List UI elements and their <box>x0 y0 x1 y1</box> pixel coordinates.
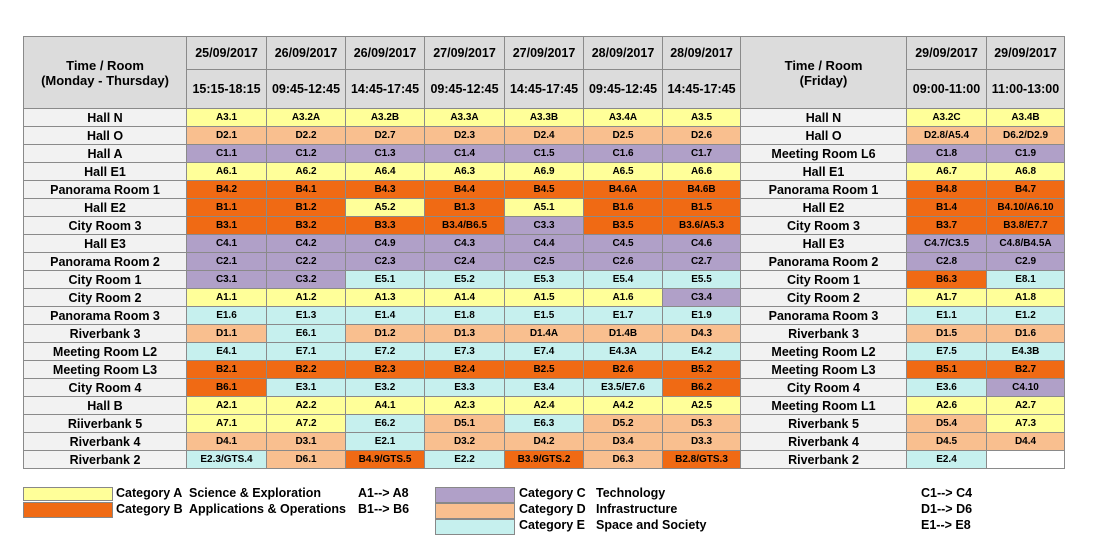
session-cell: E6.2 <box>346 415 425 433</box>
schedule-row <box>24 433 1065 451</box>
session-cell: A6.1 <box>187 163 267 181</box>
session-cell: D3.3 <box>663 433 741 451</box>
schedule-row <box>24 361 1065 379</box>
legend-category-c-label: Category C <box>519 486 586 500</box>
session-cell: E1.3 <box>267 307 346 325</box>
session-cell-friday: B3.7 <box>907 217 987 235</box>
schedule-row <box>24 181 1065 199</box>
session-cell: E3.2 <box>346 379 425 397</box>
room-name-cell-friday: Meeting Room L3 <box>741 361 907 379</box>
room-name-cell: Hall A <box>24 145 187 163</box>
schedule-row <box>24 307 1065 325</box>
session-cell: A3.4A <box>584 109 663 127</box>
session-cell: B3.4/B6.5 <box>425 217 505 235</box>
room-name-cell-friday: Riverbank 2 <box>741 451 907 469</box>
legend-category-c-desc: Technology <box>596 486 666 500</box>
session-cell: A1.2 <box>267 289 346 307</box>
session-cell: D1.1 <box>187 325 267 343</box>
header-date-cell: 26/09/2017 <box>267 37 346 70</box>
room-name-cell-friday: Hall E2 <box>741 199 907 217</box>
session-cell: D2.1 <box>187 127 267 145</box>
session-cell-friday: A6.7 <box>907 163 987 181</box>
time-room-header-mon-thu-label: Time / Room (Monday - Thursday) <box>41 57 169 88</box>
session-cell-friday: C1.8 <box>907 145 987 163</box>
header-date-cell: 29/09/2017 <box>987 37 1065 70</box>
session-cell: A3.2A <box>267 109 346 127</box>
schedule-row <box>24 109 1065 127</box>
room-name-cell: Panorama Room 3 <box>24 307 187 325</box>
session-cell: C1.2 <box>267 145 346 163</box>
header-time-cell: 14:45-17:45 <box>505 70 584 109</box>
session-cell-friday: D4.5 <box>907 433 987 451</box>
session-cell: B4.1 <box>267 181 346 199</box>
session-cell: E1.6 <box>187 307 267 325</box>
time-room-header-friday-label: Time / Room (Friday) <box>784 57 863 88</box>
legend-category-b-label: Category B <box>116 502 183 516</box>
session-cell: A5.2 <box>346 199 425 217</box>
room-name-cell: Riverbank 3 <box>24 325 187 343</box>
session-cell: A7.2 <box>267 415 346 433</box>
session-cell: C2.5 <box>505 253 584 271</box>
room-name-cell-friday: City Room 2 <box>741 289 907 307</box>
room-name-cell-friday: City Room 1 <box>741 271 907 289</box>
session-cell-friday: C2.9 <box>987 253 1065 271</box>
session-cell-friday: B4.8 <box>907 181 987 199</box>
legend-category-d-range: D1--> D6 <box>921 502 973 516</box>
room-name-cell: Hall E1 <box>24 163 187 181</box>
session-cell: A2.5 <box>663 397 741 415</box>
session-cell: C1.3 <box>346 145 425 163</box>
session-cell: C4.9 <box>346 235 425 253</box>
session-cell: B3.3 <box>346 217 425 235</box>
session-cell-friday: E7.5 <box>907 343 987 361</box>
session-cell: E5.1 <box>346 271 425 289</box>
session-cell: A4.1 <box>346 397 425 415</box>
schedule-row <box>24 217 1065 235</box>
session-cell-friday: A1.8 <box>987 289 1065 307</box>
session-cell: D4.3 <box>663 325 741 343</box>
room-name-cell-friday: Hall O <box>741 127 907 145</box>
session-cell: C2.7 <box>663 253 741 271</box>
session-cell-friday: B6.3 <box>907 271 987 289</box>
header-date-cell: 26/09/2017 <box>346 37 425 70</box>
session-cell: E7.4 <box>505 343 584 361</box>
legend-category-e-range: E1--> E8 <box>921 518 971 532</box>
session-cell: A6.3 <box>425 163 505 181</box>
session-cell: A3.2B <box>346 109 425 127</box>
session-cell: D5.3 <box>663 415 741 433</box>
session-cell-friday: D6.2/D2.9 <box>987 127 1065 145</box>
session-cell: E2.3/GTS.4 <box>187 451 267 469</box>
session-cell: E4.2 <box>663 343 741 361</box>
session-cell: A6.5 <box>584 163 663 181</box>
session-cell: A1.5 <box>505 289 584 307</box>
session-cell: C2.6 <box>584 253 663 271</box>
session-cell: E5.5 <box>663 271 741 289</box>
legend-swatch-d <box>435 503 515 519</box>
session-cell-friday: C2.8 <box>907 253 987 271</box>
room-name-cell-friday: Riverbank 5 <box>741 415 907 433</box>
schedule-row <box>24 235 1065 253</box>
session-cell: E1.7 <box>584 307 663 325</box>
schedule-row <box>24 145 1065 163</box>
session-cell-friday: E1.1 <box>907 307 987 325</box>
legend-swatch-a <box>23 487 113 501</box>
session-cell: C2.2 <box>267 253 346 271</box>
session-cell: D4.2 <box>505 433 584 451</box>
session-cell: A6.6 <box>663 163 741 181</box>
header-time-cell: 14:45-17:45 <box>346 70 425 109</box>
room-name-cell-friday: Hall N <box>741 109 907 127</box>
session-cell: A6.4 <box>346 163 425 181</box>
session-cell: E3.1 <box>267 379 346 397</box>
session-cell: E6.3 <box>505 415 584 433</box>
session-cell: D3.1 <box>267 433 346 451</box>
session-cell: D3.4 <box>584 433 663 451</box>
session-cell: A2.4 <box>505 397 584 415</box>
room-name-cell-friday: Riverbank 3 <box>741 325 907 343</box>
session-cell: A4.2 <box>584 397 663 415</box>
session-cell: A5.1 <box>505 199 584 217</box>
room-name-cell: Riiverbank 5 <box>24 415 187 433</box>
session-cell: C4.5 <box>584 235 663 253</box>
session-cell: D5.1 <box>425 415 505 433</box>
session-cell-friday: C1.9 <box>987 145 1065 163</box>
room-name-cell: City Room 4 <box>24 379 187 397</box>
session-cell-friday: C4.10 <box>987 379 1065 397</box>
session-cell: A3.3B <box>505 109 584 127</box>
schedule-row <box>24 451 1065 469</box>
time-room-header-friday <box>741 37 907 109</box>
legend-category-b-desc: Applications & Operations <box>189 502 346 516</box>
session-cell: A1.4 <box>425 289 505 307</box>
legend-swatch-b <box>23 502 113 518</box>
room-name-cell-friday: City Room 4 <box>741 379 907 397</box>
session-cell: B3.2 <box>267 217 346 235</box>
session-cell: C4.6 <box>663 235 741 253</box>
room-name-cell: Riverbank 4 <box>24 433 187 451</box>
room-name-cell: Hall E3 <box>24 235 187 253</box>
session-cell: B2.1 <box>187 361 267 379</box>
session-cell-friday: B4.7 <box>987 181 1065 199</box>
room-name-cell-friday: Meeting Room L1 <box>741 397 907 415</box>
session-cell: C3.2 <box>267 271 346 289</box>
session-cell: C2.4 <box>425 253 505 271</box>
session-cell: D2.6 <box>663 127 741 145</box>
session-cell: A6.9 <box>505 163 584 181</box>
header-time-cell: 09:00-11:00 <box>907 70 987 109</box>
session-cell: A3.1 <box>187 109 267 127</box>
session-cell: B4.4 <box>425 181 505 199</box>
schedule-row <box>24 343 1065 361</box>
room-name-cell: City Room 2 <box>24 289 187 307</box>
session-cell: E1.8 <box>425 307 505 325</box>
header-date-cell: 25/09/2017 <box>187 37 267 70</box>
session-cell: B4.2 <box>187 181 267 199</box>
session-cell: B1.3 <box>425 199 505 217</box>
session-cell-friday: C4.7/C3.5 <box>907 235 987 253</box>
legend-category-a-range: A1--> A8 <box>358 486 409 500</box>
room-name-cell-friday: Meeting Room L2 <box>741 343 907 361</box>
room-name-cell: Panorama Room 2 <box>24 253 187 271</box>
session-cell: B6.2 <box>663 379 741 397</box>
schedule-row <box>24 415 1065 433</box>
room-name-cell: Riverbank 2 <box>24 451 187 469</box>
session-cell: B3.5 <box>584 217 663 235</box>
session-cell: B1.5 <box>663 199 741 217</box>
legend-swatch-c <box>435 487 515 503</box>
session-cell: B2.5 <box>505 361 584 379</box>
session-cell: D6.1 <box>267 451 346 469</box>
session-cell-friday: D1.6 <box>987 325 1065 343</box>
session-cell-friday: B2.7 <box>987 361 1065 379</box>
session-cell: E3.5/E7.6 <box>584 379 663 397</box>
session-cell: C4.2 <box>267 235 346 253</box>
session-cell: A1.6 <box>584 289 663 307</box>
legend-category-b-range: B1--> B6 <box>358 502 410 516</box>
session-cell-friday: C4.8/B4.5A <box>987 235 1065 253</box>
room-name-cell-friday: Meeting Room L6 <box>741 145 907 163</box>
session-cell: E1.9 <box>663 307 741 325</box>
session-cell-friday: E1.2 <box>987 307 1065 325</box>
session-cell: D2.4 <box>505 127 584 145</box>
session-cell-friday: A3.2C <box>907 109 987 127</box>
room-name-cell: Hall E2 <box>24 199 187 217</box>
schedule-row <box>24 271 1065 289</box>
header-time-cell: 09:45-12:45 <box>584 70 663 109</box>
session-cell: B5.2 <box>663 361 741 379</box>
session-cell: A7.1 <box>187 415 267 433</box>
session-cell: C1.4 <box>425 145 505 163</box>
session-cell: C1.7 <box>663 145 741 163</box>
header-time-cell: 14:45-17:45 <box>663 70 741 109</box>
session-cell-friday: D4.4 <box>987 433 1065 451</box>
session-cell: B4.9/GTS.5 <box>346 451 425 469</box>
session-cell-friday <box>987 451 1065 469</box>
session-cell: E2.1 <box>346 433 425 451</box>
session-cell: B1.1 <box>187 199 267 217</box>
session-cell-friday: B5.1 <box>907 361 987 379</box>
room-name-cell: City Room 1 <box>24 271 187 289</box>
session-cell: C3.4 <box>663 289 741 307</box>
session-cell: B6.1 <box>187 379 267 397</box>
header-time-cell: 15:15-18:15 <box>187 70 267 109</box>
session-cell: C2.1 <box>187 253 267 271</box>
session-cell: B4.6A <box>584 181 663 199</box>
session-cell-friday: A6.8 <box>987 163 1065 181</box>
session-cell-friday: B1.4 <box>907 199 987 217</box>
session-cell-friday: A1.7 <box>907 289 987 307</box>
session-cell: E3.4 <box>505 379 584 397</box>
session-cell: A3.3A <box>425 109 505 127</box>
session-cell: E5.3 <box>505 271 584 289</box>
session-cell: E5.4 <box>584 271 663 289</box>
session-cell: E1.4 <box>346 307 425 325</box>
session-cell: C1.1 <box>187 145 267 163</box>
session-cell: A2.1 <box>187 397 267 415</box>
session-cell: D2.2 <box>267 127 346 145</box>
session-cell: A2.3 <box>425 397 505 415</box>
session-cell: A1.3 <box>346 289 425 307</box>
room-name-cell-friday: Hall E1 <box>741 163 907 181</box>
session-cell: C1.6 <box>584 145 663 163</box>
header-time-cell: 11:00-13:00 <box>987 70 1065 109</box>
session-cell: C4.4 <box>505 235 584 253</box>
session-cell: E4.1 <box>187 343 267 361</box>
session-cell: D2.3 <box>425 127 505 145</box>
session-cell: B3.6/A5.3 <box>663 217 741 235</box>
session-cell: C4.1 <box>187 235 267 253</box>
header-date-cell: 27/09/2017 <box>505 37 584 70</box>
session-cell: B3.9/GTS.2 <box>505 451 584 469</box>
session-cell: B1.2 <box>267 199 346 217</box>
schedule-row <box>24 397 1065 415</box>
session-cell: D1.3 <box>425 325 505 343</box>
session-cell: C3.3 <box>505 217 584 235</box>
room-name-cell: Meeting Room L2 <box>24 343 187 361</box>
session-cell-friday: E2.4 <box>907 451 987 469</box>
legend-category-e-desc: Space and Society <box>596 518 707 532</box>
schedule-row <box>24 253 1065 271</box>
room-name-cell-friday: Riverbank 4 <box>741 433 907 451</box>
room-name-cell: Panorama Room 1 <box>24 181 187 199</box>
session-cell: A3.5 <box>663 109 741 127</box>
legend-category-c-range: C1--> C4 <box>921 486 973 500</box>
session-cell: B2.3 <box>346 361 425 379</box>
room-name-cell-friday: Panorama Room 1 <box>741 181 907 199</box>
session-cell: B3.1 <box>187 217 267 235</box>
header-time-cell: 09:45-12:45 <box>425 70 505 109</box>
session-cell-friday: A2.7 <box>987 397 1065 415</box>
session-cell: D2.7 <box>346 127 425 145</box>
session-cell: D6.3 <box>584 451 663 469</box>
session-cell: D1.2 <box>346 325 425 343</box>
legend-swatch-e <box>435 519 515 535</box>
session-cell: E6.1 <box>267 325 346 343</box>
room-name-cell: Meeting Room L3 <box>24 361 187 379</box>
schedule-row <box>24 163 1065 181</box>
header-date-cell: 29/09/2017 <box>907 37 987 70</box>
session-cell: C3.1 <box>187 271 267 289</box>
session-cell: B1.6 <box>584 199 663 217</box>
session-cell-friday: B3.8/E7.7 <box>987 217 1065 235</box>
session-cell: D1.4A <box>505 325 584 343</box>
session-cell: E1.5 <box>505 307 584 325</box>
room-name-cell: Hall N <box>24 109 187 127</box>
session-cell: D5.2 <box>584 415 663 433</box>
session-cell: E5.2 <box>425 271 505 289</box>
session-cell: E3.3 <box>425 379 505 397</box>
session-cell: C4.3 <box>425 235 505 253</box>
session-cell: E4.3A <box>584 343 663 361</box>
schedule-row <box>24 379 1065 397</box>
session-cell: A2.2 <box>267 397 346 415</box>
legend-category-d-label: Category D <box>519 502 586 516</box>
session-cell-friday: D5.4 <box>907 415 987 433</box>
session-cell: B2.8/GTS.3 <box>663 451 741 469</box>
session-cell-friday: A2.6 <box>907 397 987 415</box>
schedule-table <box>23 36 1065 469</box>
session-cell: B4.5 <box>505 181 584 199</box>
session-cell: D4.1 <box>187 433 267 451</box>
session-cell: A1.1 <box>187 289 267 307</box>
schedule-row <box>24 127 1065 145</box>
legend-category-e-label: Category E <box>519 518 585 532</box>
session-cell-friday: D1.5 <box>907 325 987 343</box>
session-cell: C2.3 <box>346 253 425 271</box>
room-name-cell: Hall O <box>24 127 187 145</box>
session-cell-friday: A7.3 <box>987 415 1065 433</box>
room-name-cell-friday: City Room 3 <box>741 217 907 235</box>
legend-category-a-label: Category A <box>116 486 183 500</box>
session-cell: B4.6B <box>663 181 741 199</box>
session-cell: B2.6 <box>584 361 663 379</box>
room-name-cell: City Room 3 <box>24 217 187 235</box>
room-name-cell-friday: Panorama Room 3 <box>741 307 907 325</box>
session-cell: E7.2 <box>346 343 425 361</box>
header-dates-row <box>24 37 1065 70</box>
session-cell-friday: E3.6 <box>907 379 987 397</box>
header-time-cell: 09:45-12:45 <box>267 70 346 109</box>
legend-category-d-desc: Infrastructure <box>596 502 678 516</box>
session-cell: E2.2 <box>425 451 505 469</box>
schedule-row <box>24 199 1065 217</box>
session-cell: D1.4B <box>584 325 663 343</box>
session-cell-friday: D2.8/A5.4 <box>907 127 987 145</box>
session-cell: B2.4 <box>425 361 505 379</box>
session-cell: C1.5 <box>505 145 584 163</box>
header-date-cell: 28/09/2017 <box>584 37 663 70</box>
schedule-row <box>24 325 1065 343</box>
legend-category-a-desc: Science & Exploration <box>189 486 321 500</box>
room-name-cell-friday: Hall E3 <box>741 235 907 253</box>
session-cell: B2.2 <box>267 361 346 379</box>
session-cell-friday: A3.4B <box>987 109 1065 127</box>
session-cell: D2.5 <box>584 127 663 145</box>
room-name-cell: Hall B <box>24 397 187 415</box>
session-cell-friday: E4.3B <box>987 343 1065 361</box>
session-cell-friday: E8.1 <box>987 271 1065 289</box>
room-name-cell-friday: Panorama Room 2 <box>741 253 907 271</box>
session-cell: E7.3 <box>425 343 505 361</box>
session-cell: A6.2 <box>267 163 346 181</box>
time-room-header-mon-thu <box>24 37 187 109</box>
session-cell: B4.3 <box>346 181 425 199</box>
schedule-row <box>24 289 1065 307</box>
header-date-cell: 27/09/2017 <box>425 37 505 70</box>
session-cell: D3.2 <box>425 433 505 451</box>
session-cell: E7.1 <box>267 343 346 361</box>
header-date-cell: 28/09/2017 <box>663 37 741 70</box>
session-cell-friday: B4.10/A6.10 <box>987 199 1065 217</box>
